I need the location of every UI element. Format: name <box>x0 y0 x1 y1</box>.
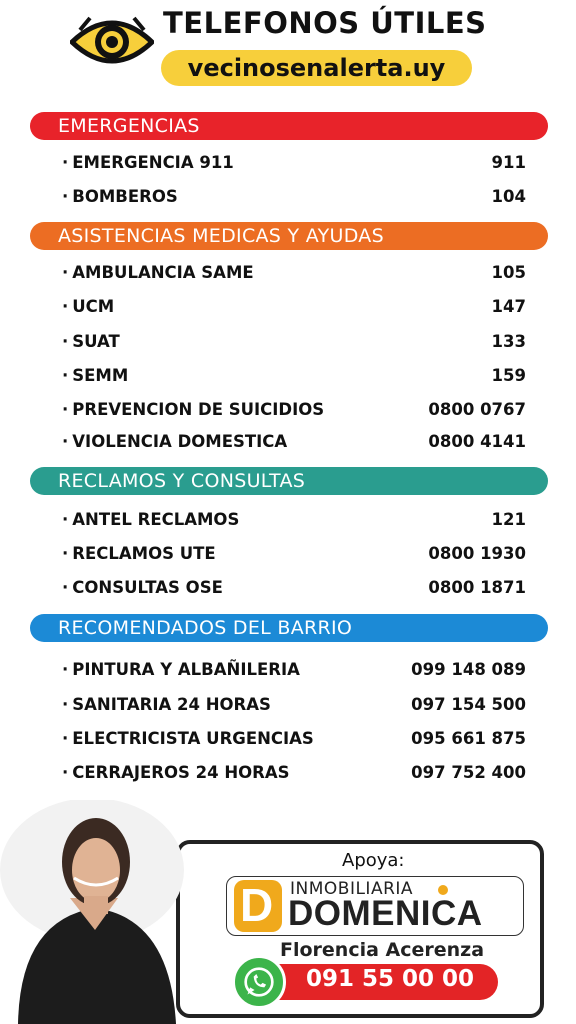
list-item <box>62 578 526 602</box>
item-number[interactable]: 097 154 500 <box>411 695 526 714</box>
item-label: · SANITARIA 24 HORAS <box>62 695 271 714</box>
agent-name: Florencia Acerenza <box>280 939 485 961</box>
item-number[interactable]: 159 <box>491 366 526 385</box>
item-label: · UCM <box>62 297 114 316</box>
list-item <box>62 153 526 177</box>
list-item <box>62 660 526 684</box>
sponsor-intro: Apoya: <box>342 850 405 871</box>
item-number[interactable]: 0800 4141 <box>428 432 526 451</box>
list-item <box>62 510 526 534</box>
item-number[interactable]: 105 <box>491 263 526 282</box>
list-item <box>62 297 526 321</box>
list-item <box>62 432 526 456</box>
list-item <box>62 544 526 568</box>
item-number[interactable]: 099 148 089 <box>411 660 526 679</box>
list-item <box>62 695 526 719</box>
item-number[interactable]: 0800 1871 <box>428 578 526 597</box>
section-header-reclamos: RECLAMOS Y CONSULTAS <box>30 467 548 495</box>
item-label: · CONSULTAS OSE <box>62 578 223 597</box>
list-item <box>62 263 526 287</box>
section-header-emergencias: EMERGENCIAS <box>30 112 548 140</box>
item-number[interactable]: 121 <box>491 510 526 529</box>
item-number[interactable]: 0800 1930 <box>428 544 526 563</box>
company-name-line2: DOMENICA <box>288 894 483 933</box>
item-label: · RECLAMOS UTE <box>62 544 216 563</box>
item-number[interactable]: 147 <box>491 297 526 316</box>
item-label: · BOMBEROS <box>62 187 178 206</box>
item-label: · VIOLENCIA DOMESTICA <box>62 432 287 451</box>
list-item <box>62 729 526 753</box>
phone-button[interactable] <box>260 964 498 1000</box>
item-label: · CERRAJEROS 24 HORAS <box>62 763 290 782</box>
list-item <box>62 400 526 424</box>
eye-icon <box>70 12 154 72</box>
agent-photo <box>0 800 186 1024</box>
item-label: · AMBULANCIA SAME <box>62 263 254 282</box>
section-header-recomendados: RECOMENDADOS DEL BARRIO <box>30 614 548 642</box>
item-label: · PREVENCION DE SUICIDIOS <box>62 400 324 419</box>
item-number[interactable]: 097 752 400 <box>411 763 526 782</box>
item-number[interactable]: 104 <box>491 187 526 206</box>
list-item <box>62 332 526 356</box>
whatsapp-icon[interactable] <box>232 955 286 1009</box>
item-label: · ELECTRICISTA URGENCIAS <box>62 729 314 748</box>
company-name-line1: INMOBILIARIA <box>290 879 414 899</box>
list-item <box>62 187 526 211</box>
company-logo-mark: D <box>234 880 282 932</box>
page-title: TELEFONOS ÚTILES <box>163 6 487 40</box>
website-link[interactable]: vecinosenalerta.uy <box>161 50 472 86</box>
list-item <box>62 366 526 390</box>
item-label: · SUAT <box>62 332 120 351</box>
item-number[interactable]: 0800 0767 <box>428 400 526 419</box>
phone-number[interactable]: 091 55 00 00 <box>306 966 475 992</box>
section-header-asistencias: ASISTENCIAS MEDICAS Y AYUDAS <box>30 222 548 250</box>
item-number[interactable]: 095 661 875 <box>411 729 526 748</box>
list-item <box>62 763 526 787</box>
item-label: · ANTEL RECLAMOS <box>62 510 239 529</box>
item-label: · EMERGENCIA 911 <box>62 153 234 172</box>
item-number[interactable]: 133 <box>491 332 526 351</box>
item-label: · PINTURA Y ALBAÑILERIA <box>62 660 300 679</box>
item-label: · SEMM <box>62 366 128 385</box>
item-number[interactable]: 911 <box>491 153 526 172</box>
